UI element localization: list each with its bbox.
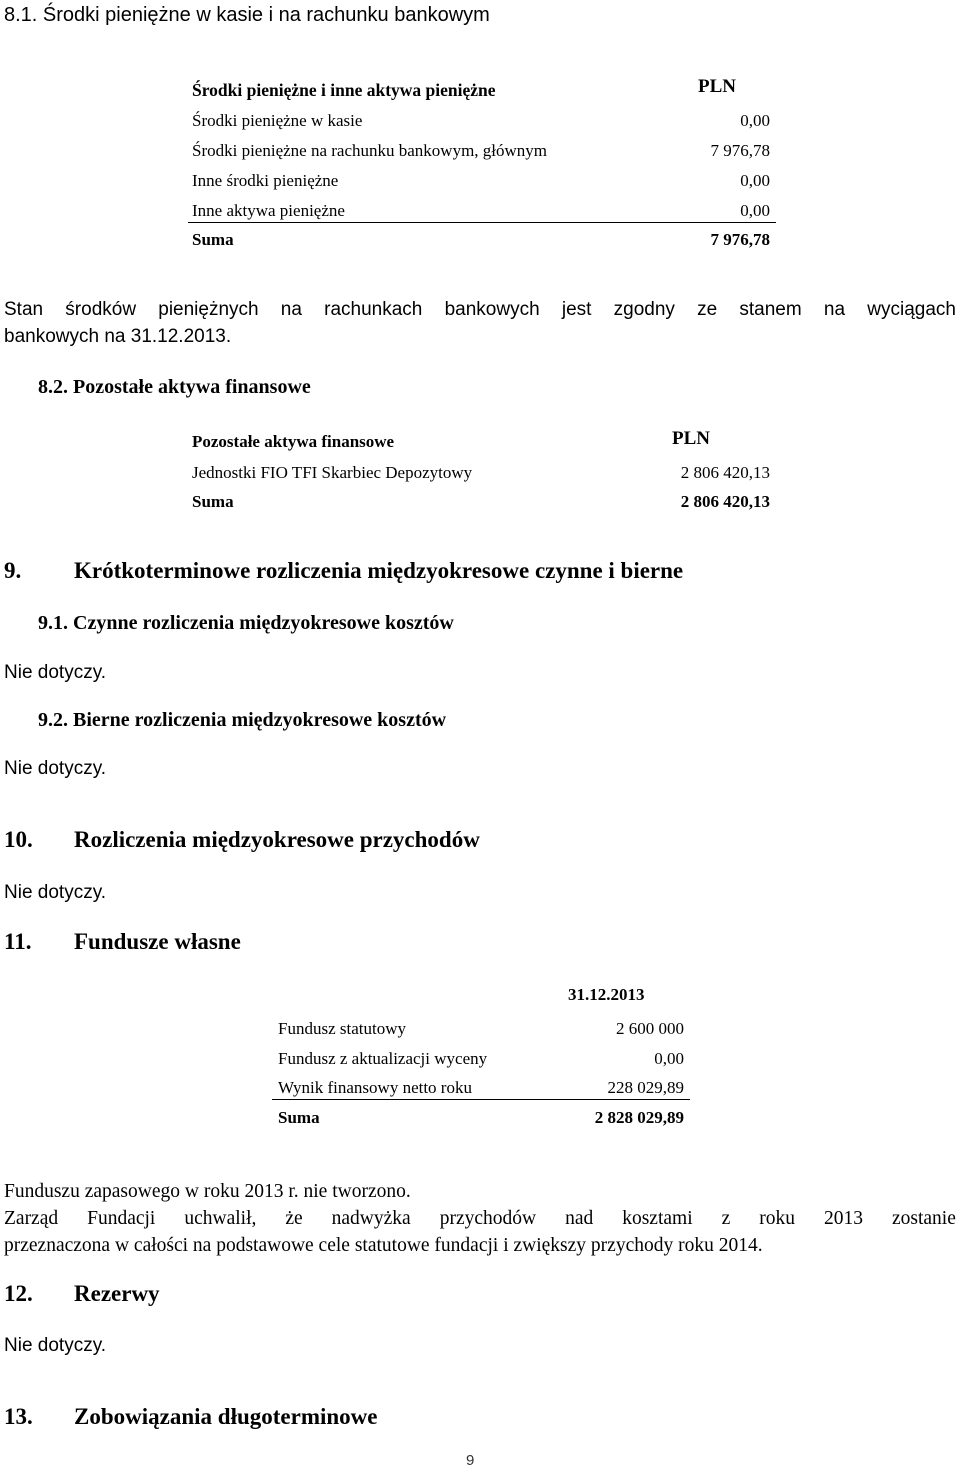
other-assets-row-label: Jednostki FIO TFI Skarbiec Depozytowy xyxy=(192,463,473,482)
word: uchwalił, xyxy=(184,1208,257,1229)
equity-table-total-value: 2 828 029,89 xyxy=(594,1108,684,1127)
word: kosztami xyxy=(622,1208,693,1229)
not-applicable-12: Nie dotyczy. xyxy=(4,1335,107,1356)
section-10-number: 10. xyxy=(4,827,33,852)
word: środków xyxy=(65,299,137,320)
page-number: 9 xyxy=(466,1452,475,1469)
word: że xyxy=(285,1208,303,1229)
word: na xyxy=(823,299,846,320)
word: na xyxy=(280,299,302,320)
section-11-heading xyxy=(4,929,241,955)
equity-table-divider xyxy=(272,1099,690,1100)
cash-table-row-label: Inne aktywa pieniężne xyxy=(192,201,345,220)
cash-table-header-label: Środki pieniężne i inne aktywa pieniężne xyxy=(192,80,496,100)
not-applicable-9-1: Nie dotyczy. xyxy=(4,662,107,683)
section-9-number: 9. xyxy=(4,558,22,583)
other-assets-total-value: 2 806 420,13 xyxy=(680,492,770,511)
not-applicable-10: Nie dotyczy. xyxy=(4,882,107,903)
word: wyciągach xyxy=(867,299,956,320)
board-note-paragraph xyxy=(4,1205,956,1259)
word: nad xyxy=(565,1208,594,1229)
section-10-title: Rozliczenia międzyokresowe przychodów xyxy=(74,827,480,852)
section-12-heading xyxy=(4,1281,160,1307)
cash-note-line-2: bankowych na 31.12.2013. xyxy=(4,326,232,347)
cash-table-total-label: Suma xyxy=(192,230,234,249)
cash-table-divider xyxy=(188,222,776,223)
word: z xyxy=(721,1208,731,1229)
word: stanem xyxy=(739,299,802,320)
section-8-1-heading: 8.1. Środki pieniężne w kasie i na rachunku bankowym xyxy=(4,4,490,26)
equity-table-row-label: Fundusz statutowy xyxy=(278,1019,406,1038)
equity-table-row-label: Fundusz z aktualizacji wyceny xyxy=(278,1049,488,1068)
cash-table-row-value: 0,00 xyxy=(740,171,770,190)
word: ze xyxy=(697,299,718,320)
word: 2013 xyxy=(823,1208,863,1229)
cash-table-row-label: Środki pieniężne na rachunku bankowym, głównym xyxy=(192,141,548,160)
other-assets-header-currency: PLN xyxy=(672,428,710,449)
word: Fundacji xyxy=(87,1208,156,1229)
word: rachunkach xyxy=(324,299,423,320)
board-note-line-1 xyxy=(4,1205,956,1232)
equity-table-row-value: 0,00 xyxy=(654,1049,684,1068)
reserve-note: Funduszu zapasowego w roku 2013 r. nie tworzono. xyxy=(4,1181,411,1202)
other-assets-header-label: Pozostałe aktywa finansowe xyxy=(192,432,395,451)
board-note-line-2: przeznaczona w całości na podstawowe cele statutowe fundacji i zwiększy przychody roku 2014. xyxy=(4,1235,763,1256)
section-9-1-heading: 9.1. Czynne rozliczenia międzyokresowe kosztów xyxy=(38,612,454,634)
other-assets-total-label: Suma xyxy=(192,492,234,511)
word: roku xyxy=(759,1208,795,1229)
section-9-2-heading: 9.2. Bierne rozliczenia międzyokresowe kosztów xyxy=(38,709,447,731)
cash-note-paragraph xyxy=(4,296,956,350)
cash-table-row-value: 0,00 xyxy=(740,201,770,220)
word: nadwyżka xyxy=(331,1208,411,1229)
cash-table-total-value: 7 976,78 xyxy=(710,230,770,249)
word: bankowych xyxy=(444,299,540,320)
section-13-number: 13. xyxy=(4,1404,33,1429)
section-11-title: Fundusze własne xyxy=(74,929,241,954)
section-9-title: Krótkoterminowe rozliczenia międzyokresowe czynne i bierne xyxy=(74,558,684,583)
cash-table-row-label: Inne środki pieniężne xyxy=(192,171,339,190)
word: zostanie xyxy=(891,1208,956,1229)
other-assets-row-value: 2 806 420,13 xyxy=(680,463,770,482)
not-applicable-9-2: Nie dotyczy. xyxy=(4,758,107,779)
section-13-title: Zobowiązania długoterminowe xyxy=(74,1404,378,1429)
section-10-heading xyxy=(4,827,480,853)
word: jest xyxy=(561,299,592,320)
equity-table-header-date: 31.12.2013 xyxy=(568,985,645,1004)
cash-table-header-currency: PLN xyxy=(698,76,736,97)
cash-note-line-1 xyxy=(4,296,956,323)
equity-table-row-label: Wynik finansowy netto roku xyxy=(278,1078,472,1097)
word: przychodów xyxy=(439,1208,537,1229)
equity-table-total-label: Suma xyxy=(278,1108,320,1127)
word: zgodny xyxy=(613,299,675,320)
section-9-heading xyxy=(4,558,684,584)
section-12-number: 12. xyxy=(4,1281,33,1306)
section-11-number: 11. xyxy=(4,929,32,954)
word: Stan xyxy=(4,299,44,320)
word: Zarząd xyxy=(4,1208,59,1229)
cash-table-row-value: 0,00 xyxy=(740,111,770,130)
cash-table-row-label: Środki pieniężne w kasie xyxy=(192,111,363,130)
section-8-2-heading: 8.2. Pozostałe aktywa finansowe xyxy=(38,376,311,398)
word: pieniężnych xyxy=(158,299,259,320)
equity-table-row-value: 228 029,89 xyxy=(607,1078,684,1097)
section-12-title: Rezerwy xyxy=(74,1281,160,1306)
cash-table-row-value: 7 976,78 xyxy=(710,141,770,160)
equity-table-row-value: 2 600 000 xyxy=(616,1019,684,1038)
section-13-heading xyxy=(4,1404,378,1430)
